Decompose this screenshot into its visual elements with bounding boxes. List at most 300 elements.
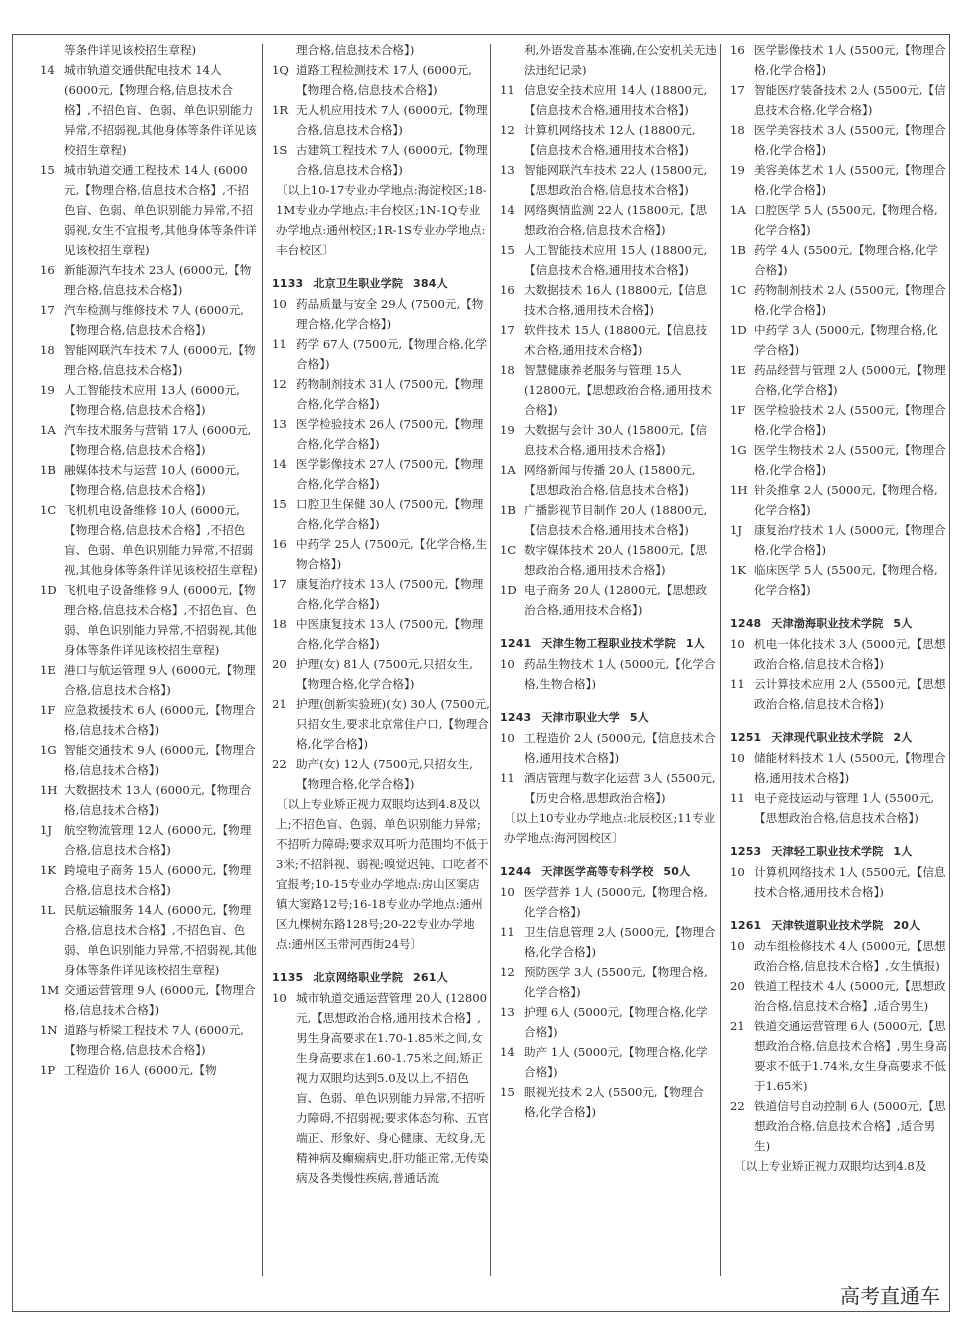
major-entry xyxy=(272,694,490,754)
major-detail: 中医康复技术 13人 (7500元,【物理合格,化学合格】) xyxy=(296,617,484,651)
major-code: 15 xyxy=(40,163,55,177)
major-code: 20 xyxy=(730,979,745,993)
major-entry xyxy=(272,988,490,1188)
major-code: 13 xyxy=(272,417,287,431)
major-code: 12 xyxy=(272,377,287,391)
major-detail: 工程造价 2人 (5000元,【信息技术合格,通用技术合格】) xyxy=(524,731,716,765)
major-code: 1G xyxy=(730,443,747,457)
school-name: 天津现代职业技术学院 xyxy=(771,731,884,744)
major-entry xyxy=(730,200,948,240)
major-code: 22 xyxy=(730,1099,745,1113)
location-note: 〔以上10专业办学地点:北辰校区;11专业办学地点:海河园校区〕 xyxy=(504,811,716,845)
major-entry xyxy=(500,360,718,420)
major-code: 1E xyxy=(40,663,56,677)
major-detail: 电子竞技运动与管理 1人 (5500元,【思想政治合格,信息技术合格】) xyxy=(754,791,934,825)
major-detail: 口腔卫生保健 30人 (7500元,【物理合格,化学合格】) xyxy=(296,497,484,531)
major-code: 1C xyxy=(40,503,57,517)
major-entry xyxy=(730,480,948,520)
major-code: 12 xyxy=(500,965,515,979)
major-detail: 民航运输服务 14人 (6000元,【物理合格,信息技术合格】,不招色盲、色弱、单色识别能力异常,不招弱视,其他身体等条件详见该校招生章程) xyxy=(64,903,257,977)
major-detail: 智能医疗装备技术 2人 (5500元,【信息技术合格,化学合格】) xyxy=(754,83,946,117)
major-code: 21 xyxy=(730,1019,745,1033)
major-code: 17 xyxy=(40,303,55,317)
major-code: 10 xyxy=(730,751,745,765)
major-entry xyxy=(272,140,490,180)
major-code: 1F xyxy=(730,403,746,417)
major-detail: 融媒体技术与运营 10人 (6000元,【物理合格,信息技术合格】) xyxy=(64,463,240,497)
major-code: 1B xyxy=(730,243,746,257)
major-entry xyxy=(500,580,718,620)
school-count: 261人 xyxy=(413,971,448,984)
major-detail: 美容美体艺术 1人 (5500元,【物理合格,化学合格】) xyxy=(754,163,946,197)
major-detail: 利,外语发音基本准确,在公安机关无违法违纪记录) xyxy=(524,43,717,77)
major-entry xyxy=(500,922,718,962)
school-heading xyxy=(272,274,490,294)
major-entry xyxy=(730,360,948,400)
school-count: 384人 xyxy=(413,277,448,290)
school-count: 5人 xyxy=(893,617,913,630)
major-entry xyxy=(500,460,718,500)
major-entry xyxy=(272,654,490,694)
major-entry xyxy=(730,936,948,976)
major-entry xyxy=(272,60,490,100)
major-entry xyxy=(500,1042,718,1082)
major-entry xyxy=(40,1020,258,1060)
major-detail: 临床医学 5人 (5500元,【物理合格,化学合格】) xyxy=(754,563,938,597)
major-code: 1H xyxy=(730,483,748,497)
major-detail: 医学检验技术 2人 (5500元,【物理合格,化学合格】) xyxy=(754,403,946,437)
major-code: 15 xyxy=(500,243,515,257)
school-heading xyxy=(500,634,718,654)
major-code: 11 xyxy=(500,925,515,939)
major-code: 10 xyxy=(500,657,515,671)
major-detail: 酒店管理与数字化运营 3人 (5500元,【历史合格,思想政治合格】) xyxy=(524,771,716,805)
major-detail: 医学营养 1人 (5000元,【物理合格,化学合格】) xyxy=(524,885,708,919)
major-code: 1K xyxy=(730,563,747,577)
major-code: 16 xyxy=(40,263,55,277)
major-code: 17 xyxy=(272,577,287,591)
major-entry xyxy=(272,494,490,534)
major-entry xyxy=(500,280,718,320)
major-code: 17 xyxy=(500,323,515,337)
major-detail: 智能网联汽车技术 22人 (15800元,【思想政治合格,信息技术合格】) xyxy=(524,163,708,197)
major-code: 1P xyxy=(40,1063,56,1077)
major-entry xyxy=(40,780,258,820)
major-code xyxy=(272,40,296,60)
major-detail: 计算机网络技术 12人 (18800元,【信息技术合格,通用技术合格】) xyxy=(524,123,696,157)
major-entry xyxy=(500,420,718,460)
footer-logo-text: 高考直通车 xyxy=(840,1284,940,1308)
major-entry xyxy=(730,160,948,200)
major-code: 1B xyxy=(40,463,56,477)
major-detail: 铁道工程技术 4人 (5000元,【思想政治合格,信息技术合格】,适合男生) xyxy=(754,979,946,1013)
major-code: 17 xyxy=(730,83,745,97)
location-note: 〔以上专业矫正视力双眼均达到4.8及 xyxy=(734,1159,927,1173)
major-detail: 助产(女) 12人 (7500元,只招女生,【物理合格,化学合格】) xyxy=(296,757,473,791)
major-entry xyxy=(500,80,718,120)
major-code: 1A xyxy=(730,203,746,217)
major-code: 1A xyxy=(40,423,56,437)
major-code: 19 xyxy=(500,423,515,437)
major-detail: 等条件详见该校招生章程) xyxy=(64,43,197,57)
school-code: 1241 xyxy=(500,637,532,650)
major-detail: 智慧健康养老服务与管理 15人 (12800元,【思想政治合格,通用技术合格】) xyxy=(524,363,712,417)
major-detail: 道路与桥梁工程技术 7人 (6000元,【物理合格,信息技术合格】) xyxy=(64,1023,244,1057)
major-detail: 医学检验技术 26人 (7500元,【物理合格,化学合格】) xyxy=(296,417,484,451)
major-entry xyxy=(500,40,718,80)
major-entry xyxy=(40,860,258,900)
major-entry xyxy=(40,40,258,60)
major-entry xyxy=(500,200,718,240)
school-name: 北京卫生职业学院 xyxy=(313,277,404,290)
major-entry xyxy=(40,500,258,580)
major-detail: 药物制剂技术 31人 (7500元,【物理合格,化学合格】) xyxy=(296,377,484,411)
major-entry xyxy=(500,654,718,694)
school-code: 1251 xyxy=(730,731,762,744)
school-name: 天津医学高等专科学校 xyxy=(541,865,654,878)
major-detail: 人工智能技术应用 13人 (6000元,【物理合格,信息技术合格】) xyxy=(64,383,240,417)
major-code: 14 xyxy=(500,203,515,217)
major-detail: 康复治疗技术 13人 (7500元,【物理合格,化学合格】) xyxy=(296,577,484,611)
major-code: 1L xyxy=(40,903,56,917)
major-code: 15 xyxy=(272,497,287,511)
major-detail: 药品质量与安全 29人 (7500元,【物理合格,化学合格】) xyxy=(296,297,484,331)
major-detail: 无人机应用技术 7人 (6000元,【物理合格,信息技术合格】) xyxy=(296,103,488,137)
location-note: 〔以上专业矫正视力双眼均达到4.8及以上;不招色盲、色弱、单色识别能力异常;不招听力障碍;要求双耳听力范围均不低于3米;不招斜视、弱视;嗅觉迟钝、口吃者不宜报考;10-15专业办学地点:房山区窦店镇大窦路12号;16-18专业办学地点:通州区九棵树东路128号;20-22专业办学地点:通州区玉带河西街24号〕 xyxy=(276,797,489,951)
major-entry xyxy=(40,380,258,420)
major-entry xyxy=(40,460,258,500)
major-detail: 应急救援技术 6人 (6000元,【物理合格,信息技术合格】) xyxy=(64,703,256,737)
major-code: 19 xyxy=(40,383,55,397)
major-code: 1E xyxy=(730,363,746,377)
major-detail: 机电一体化技术 3人 (5000元,【思想政治合格,信息技术合格】) xyxy=(754,637,946,671)
major-detail: 药学 67人 (7500元,【物理合格,化学合格】) xyxy=(296,337,488,371)
school-name: 北京网络职业学院 xyxy=(313,971,404,984)
major-detail: 网络舆情监测 22人 (15800元,【思想政治合格,信息技术合格】) xyxy=(524,203,708,237)
major-entry xyxy=(40,260,258,300)
major-code: 1B xyxy=(500,503,516,517)
major-entry xyxy=(730,1096,948,1156)
major-code: 1K xyxy=(40,863,57,877)
major-detail: 软件技术 15人 (18800元,【信息技术合格,通用技术合格】) xyxy=(524,323,708,357)
major-entry xyxy=(730,976,948,1016)
major-code: 10 xyxy=(272,297,287,311)
major-entry xyxy=(730,520,948,560)
major-detail: 智能交通技术 9人 (6000元,【物理合格,信息技术合格】) xyxy=(64,743,256,777)
school-heading xyxy=(730,614,948,634)
major-detail: 古建筑工程技术 7人 (6000元,【物理合格,信息技术合格】) xyxy=(296,143,488,177)
major-entry xyxy=(730,634,948,674)
major-code: 13 xyxy=(500,1005,515,1019)
column-divider xyxy=(720,44,721,1276)
major-detail: 药物制剂技术 2人 (5500元,【物理合格,化学合格】) xyxy=(754,283,946,317)
major-detail: 药学 4人 (5500元,【物理合格,化学合格】) xyxy=(754,243,938,277)
major-entry xyxy=(40,660,258,700)
major-code: 14 xyxy=(40,63,55,77)
school-count: 5人 xyxy=(629,711,649,724)
major-entry xyxy=(500,160,718,200)
major-code: 16 xyxy=(272,537,287,551)
major-entry xyxy=(730,320,948,360)
major-detail: 医学影像技术 27人 (7500元,【物理合格,化学合格】) xyxy=(296,457,484,491)
major-detail: 航空物流管理 12人 (6000元,【物理合格,信息技术合格】) xyxy=(64,823,252,857)
major-entry xyxy=(500,1002,718,1042)
major-entry xyxy=(40,980,258,1020)
major-code xyxy=(500,40,524,80)
major-detail: 计算机网络技术 1人 (5500元,【信息技术合格,通用技术合格】) xyxy=(754,865,946,899)
major-detail: 康复治疗技术 1人 (5000元,【物理合格,化学合格】) xyxy=(754,523,946,557)
major-code: 15 xyxy=(500,1085,515,1099)
major-entry xyxy=(40,700,258,740)
major-detail: 药品经营与管理 2人 (5000元,【物理合格,化学合格】) xyxy=(754,363,946,397)
major-entry xyxy=(40,300,258,340)
school-count: 50人 xyxy=(663,865,691,878)
major-entry xyxy=(40,820,258,860)
major-detail: 交通运营管理 9人 (6000元,【物理合格,信息技术合格】) xyxy=(64,983,256,1017)
major-entry xyxy=(272,414,490,454)
major-detail: 铁道交通运营管理 6人 (5000元,【思想政治合格,信息技术合格】,男生身高要求不低于1.74米,女生身高要求不低于1.65米) xyxy=(754,1019,947,1093)
school-name: 天津生物工程职业技术学院 xyxy=(541,637,676,650)
major-detail: 大数据技术 13人 (6000元,【物理合格,信息技术合格】) xyxy=(64,783,252,817)
major-detail: 中药学 25人 (7500元,【化学合格,生物合格】) xyxy=(296,537,488,571)
major-code: 11 xyxy=(500,771,515,785)
major-code: 11 xyxy=(500,83,515,97)
major-code: 19 xyxy=(730,163,745,177)
major-code: 1G xyxy=(40,743,57,757)
major-code xyxy=(40,40,64,60)
major-detail: 城市轨道交通供配电技术 14人 (6000元,【物理合格,信息技术合格】,不招色盲、色弱、单色识别能力异常,不招弱视,其他身体等条件详见该校招生章程) xyxy=(64,63,257,157)
major-detail: 卫生信息管理 2人 (5000元,【物理合格,化学合格】) xyxy=(524,925,716,959)
major-code: 18 xyxy=(500,363,515,377)
school-code: 1248 xyxy=(730,617,762,630)
major-entry xyxy=(272,294,490,334)
major-entry xyxy=(730,240,948,280)
major-entry xyxy=(272,614,490,654)
major-entry xyxy=(730,788,948,828)
major-entry xyxy=(40,420,258,460)
school-count: 20人 xyxy=(893,919,921,932)
major-entry xyxy=(40,580,258,660)
major-entry xyxy=(730,280,948,320)
major-detail: 飞机机电设备维修 10人 (6000元,【物理合格,信息技术合格】,不招色盲、色弱、单色识别能力异常,不招弱视,其他身体等条件详见该校招生章程) xyxy=(64,503,258,577)
major-code: 10 xyxy=(500,731,515,745)
major-code: 1C xyxy=(730,283,747,297)
major-code: 1C xyxy=(500,543,517,557)
major-detail: 医学影像技术 1人 (5500元,【物理合格,化学合格】) xyxy=(754,43,946,77)
major-detail: 城市轨道交通运营管理 20人 (12800元,【思想政治合格,通用技术合格】,男生身高要求在1.70-1.85米之间,女生身高要求在1.60-1.75米之间,矫正视力双眼均达到5.0及以上,不招色盲、色弱、单色识别能力异常,不招听力障碍,不招弱视;要求体态匀称、五官端正、形象好、身心健康、无纹身,无精神病及癫痫病史,肝功能正常,无传染病及各类慢性疾病,普通话流 xyxy=(296,991,490,1185)
major-entry xyxy=(730,400,948,440)
major-detail: 护理(创新实验班)(女) 30人 (7500元,只招女生,要求北京常住户口,【物理合格,化学合格】) xyxy=(296,697,490,751)
major-code: 11 xyxy=(730,677,745,691)
column-2 xyxy=(272,40,490,1188)
major-code: 1H xyxy=(40,783,58,797)
school-code: 1135 xyxy=(272,971,304,984)
major-code: 10 xyxy=(730,865,745,879)
major-detail: 跨境电子商务 15人 (6000元,【物理合格,信息技术合格】) xyxy=(64,863,252,897)
major-entry xyxy=(40,900,258,980)
major-entry xyxy=(272,100,490,140)
major-detail: 工程造价 16人 (6000元,【物 xyxy=(64,1063,217,1077)
major-entry xyxy=(500,962,718,1002)
major-entry xyxy=(272,334,490,374)
major-entry xyxy=(40,160,258,260)
major-code: 1R xyxy=(272,103,289,117)
major-entry xyxy=(730,40,948,80)
major-code: 13 xyxy=(500,163,515,177)
column-4 xyxy=(730,40,948,1176)
major-entry xyxy=(40,740,258,780)
major-detail: 医学美容技术 3人 (5500元,【物理合格,化学合格】) xyxy=(754,123,946,157)
major-entry xyxy=(500,1082,718,1122)
major-code: 10 xyxy=(730,637,745,651)
major-detail: 中药学 3人 (5000元,【物理合格,化学合格】) xyxy=(754,323,938,357)
school-count: 1人 xyxy=(685,637,705,650)
major-detail: 动车组检修技术 4人 (5000元,【思想政治合格,信息技术合格】,女生慎报) xyxy=(754,939,946,973)
major-detail: 医学生物技术 2人 (5500元,【物理合格,化学合格】) xyxy=(754,443,946,477)
major-code: 16 xyxy=(730,43,745,57)
major-code: 22 xyxy=(272,757,287,771)
major-code: 10 xyxy=(500,885,515,899)
major-code: 14 xyxy=(500,1045,515,1059)
major-code: 1D xyxy=(730,323,747,337)
major-code: 14 xyxy=(272,457,287,471)
major-detail: 眼视光技术 2人 (5500元,【物理合格,化学合格】) xyxy=(524,1085,704,1119)
major-code: 1J xyxy=(40,823,53,837)
major-code: 21 xyxy=(272,697,287,711)
school-name: 天津市职业大学 xyxy=(541,711,620,724)
major-code: 1N xyxy=(40,1023,58,1037)
major-code: 1D xyxy=(500,583,517,597)
school-heading xyxy=(272,968,490,988)
major-detail: 新能源汽车技术 23人 (6000元,【物理合格,信息技术合格】) xyxy=(64,263,252,297)
major-code: 18 xyxy=(730,123,745,137)
school-name: 天津铁道职业技术学院 xyxy=(771,919,884,932)
major-detail: 护理(女) 81人 (7500元,只招女生,【物理合格,化学合格】) xyxy=(296,657,473,691)
major-code: 20 xyxy=(272,657,287,671)
major-detail: 大数据技术 16人 (18800元,【信息技术合格,通用技术合格】) xyxy=(524,283,708,317)
major-entry xyxy=(40,1060,258,1080)
major-entry xyxy=(500,120,718,160)
major-entry xyxy=(40,60,258,160)
major-entry xyxy=(500,240,718,280)
major-entry xyxy=(500,540,718,580)
major-code: 1M xyxy=(40,983,60,997)
major-detail: 飞机电子设备维修 9人 (6000元,【物理合格,信息技术合格】,不招色盲、色弱、单色识别能力异常,不招弱视,其他身体等条件详见该校招生章程) xyxy=(64,583,257,657)
major-code: 18 xyxy=(272,617,287,631)
major-detail: 道路工程检测技术 17人 (6000元,【物理合格,信息技术合格】) xyxy=(296,63,472,97)
major-code: 16 xyxy=(500,283,515,297)
school-code: 1244 xyxy=(500,865,532,878)
major-code: 11 xyxy=(730,791,745,805)
column-divider xyxy=(262,44,263,1276)
major-entry xyxy=(500,500,718,540)
school-heading xyxy=(730,728,948,748)
major-detail: 护理 6人 (5000元,【物理合格,化学合格】) xyxy=(524,1005,708,1039)
column-3 xyxy=(500,40,718,1122)
major-detail: 理合格,信息技术合格】) xyxy=(296,43,415,57)
major-code: 18 xyxy=(40,343,55,357)
major-code: 1S xyxy=(272,143,288,157)
school-code: 1253 xyxy=(730,845,762,858)
school-count: 2人 xyxy=(893,731,913,744)
major-entry xyxy=(500,882,718,922)
major-entry xyxy=(730,748,948,788)
major-entry xyxy=(730,440,948,480)
major-detail: 信息安全技术应用 14人 (18800元,【信息技术合格,通用技术合格】) xyxy=(524,83,708,117)
column-1 xyxy=(40,40,258,1080)
major-entry xyxy=(730,862,948,902)
column-divider xyxy=(490,44,491,1276)
major-entry xyxy=(272,574,490,614)
school-heading xyxy=(730,916,948,936)
major-entry xyxy=(500,320,718,360)
major-detail: 云计算技术应用 2人 (5500元,【思想政治合格,信息技术合格】) xyxy=(754,677,946,711)
major-entry xyxy=(272,454,490,494)
major-detail: 储能材料技术 1人 (5500元,【物理合格,通用技术合格】) xyxy=(754,751,946,785)
major-detail: 口腔医学 5人 (5500元,【物理合格,化学合格】) xyxy=(754,203,938,237)
major-detail: 电子商务 20人 (12800元,【思想政治合格,通用技术合格】) xyxy=(524,583,708,617)
major-detail: 汽车技术服务与营销 17人 (6000元,【物理合格,信息技术合格】) xyxy=(64,423,252,457)
major-code: 10 xyxy=(730,939,745,953)
major-code: 10 xyxy=(272,991,287,1005)
major-detail: 广播影视节目制作 20人 (18800元,【信息技术合格,通用技术合格】) xyxy=(524,503,708,537)
major-detail: 数字媒体技术 20人 (15800元,【思想政治合格,通用技术合格】) xyxy=(524,543,708,577)
major-detail: 城市轨道交通工程技术 14人 (6000元,【物理合格,信息技术合格】,不招色盲、色弱、单色识别能力异常,不招弱视,女生不宜报考,其他身体等条件详见该校招生章程) xyxy=(64,163,257,257)
major-code: 1F xyxy=(40,703,56,717)
major-entry xyxy=(730,80,948,120)
major-code: 12 xyxy=(500,123,515,137)
major-code: 11 xyxy=(272,337,287,351)
school-code: 1261 xyxy=(730,919,762,932)
school-code: 1243 xyxy=(500,711,532,724)
school-code: 1133 xyxy=(272,277,304,290)
major-code: 1A xyxy=(500,463,516,477)
major-code: 1D xyxy=(40,583,57,597)
major-detail: 铁道信号自动控制 6人 (5000元,【思想政治合格,信息技术合格】,适合男生) xyxy=(754,1099,946,1153)
major-entry xyxy=(272,754,490,794)
major-detail: 针灸推拿 2人 (5000元,【物理合格,化学合格】) xyxy=(754,483,938,517)
major-code: 1Q xyxy=(272,63,289,77)
major-detail: 大数据与会计 30人 (15800元,【信息技术合格,通用技术合格】) xyxy=(524,423,708,457)
major-detail: 网络新闻与传播 20人 (15800元,【思想政治合格,信息技术合格】) xyxy=(524,463,696,497)
major-entry xyxy=(500,728,718,768)
major-entry xyxy=(500,768,718,808)
major-entry xyxy=(730,560,948,600)
major-detail: 港口与航运管理 9人 (6000元,【物理合格,信息技术合格】) xyxy=(64,663,256,697)
major-entry xyxy=(272,40,490,60)
major-code: 1J xyxy=(730,523,743,537)
major-entry xyxy=(730,1016,948,1096)
school-count: 1人 xyxy=(893,845,913,858)
major-entry xyxy=(272,374,490,414)
major-detail: 汽车检测与维修技术 7人 (6000元,【物理合格,信息技术合格】) xyxy=(64,303,244,337)
school-name: 天津轻工职业技术学院 xyxy=(771,845,884,858)
major-detail: 助产 1人 (5000元,【物理合格,化学合格】) xyxy=(524,1045,708,1079)
major-entry xyxy=(730,120,948,160)
location-note: 〔以上10-17专业办学地点:海淀校区;18-1M专业办学地点:丰台校区;1N-1Q专业办学地点:通州校区;1R-1S专业办学地点:丰台校区〕 xyxy=(276,183,487,257)
school-heading xyxy=(500,862,718,882)
major-entry xyxy=(40,340,258,380)
major-detail: 智能网联汽车技术 7人 (6000元,【物理合格,信息技术合格】) xyxy=(64,343,256,377)
major-detail: 人工智能技术应用 15人 (18800元,【信息技术合格,通用技术合格】) xyxy=(524,243,708,277)
school-heading xyxy=(500,708,718,728)
major-entry xyxy=(272,534,490,574)
major-entry xyxy=(730,674,948,714)
major-detail: 预防医学 3人 (5500元,【物理合格,化学合格】) xyxy=(524,965,708,999)
major-detail: 药品生物技术 1人 (5000元,【化学合格,生物合格】) xyxy=(524,657,716,691)
school-name: 天津渤海职业技术学院 xyxy=(771,617,884,630)
school-heading xyxy=(730,842,948,862)
